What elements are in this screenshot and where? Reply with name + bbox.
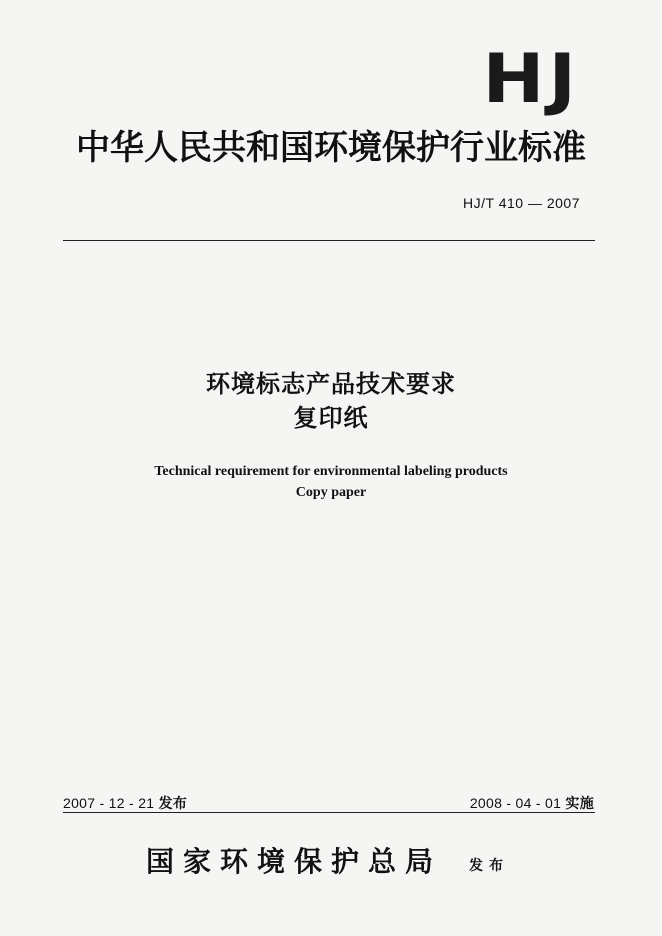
chinese-title: [0, 368, 662, 435]
issuing-action: 发布: [469, 858, 509, 874]
implementation-date: [470, 793, 594, 813]
english-title: [0, 461, 662, 503]
issue-date: [63, 793, 187, 813]
implementation-date-value: 2008 - 04 - 01: [469, 795, 562, 811]
org-title: 中华人民共和国环境保护行业标准: [76, 128, 586, 168]
issue-date-label: 发布: [158, 796, 188, 812]
implementation-date-label: 实施: [565, 796, 594, 812]
english-title-line2: Copy paper: [295, 485, 367, 500]
bottom-divider: [63, 812, 595, 813]
issuing-authority: 国家环境保护总局: [146, 845, 443, 878]
english-title-line1: Technical requirement for environmental labeling products: [154, 464, 508, 479]
standard-number: HJ/T 410 — 2007: [463, 195, 580, 211]
chinese-title-line2: 复印纸: [293, 403, 369, 432]
top-divider: [63, 240, 595, 241]
hj-logo: HJ: [482, 39, 580, 119]
issue-date-value: 2007 - 12 - 21: [63, 795, 155, 811]
chinese-title-line1: 环境标志产品技术要求: [206, 370, 456, 398]
